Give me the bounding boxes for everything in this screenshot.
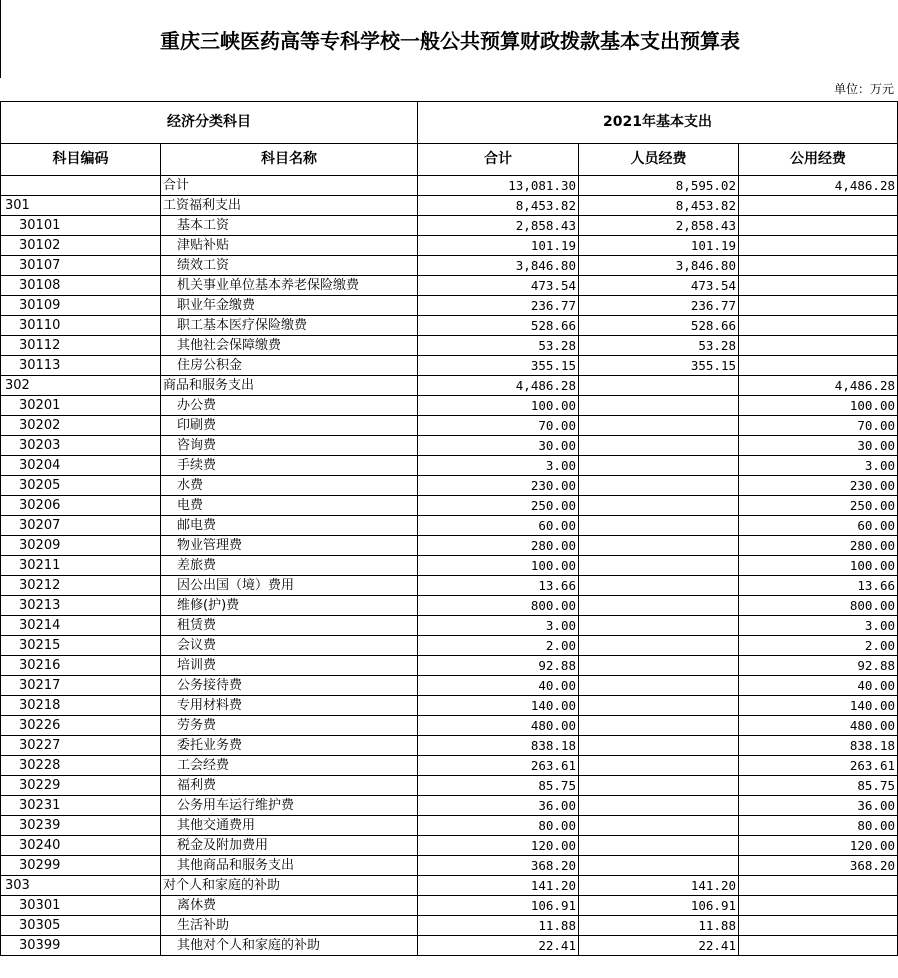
personnel-cell — [579, 436, 739, 456]
table-row — [1, 556, 898, 576]
public-cell: 4,486.28 — [739, 376, 898, 396]
table-row — [1, 336, 898, 356]
total-cell: 100.00 — [418, 396, 579, 416]
public-cell: 100.00 — [739, 396, 898, 416]
public-cell: 40.00 — [739, 676, 898, 696]
budget-table — [0, 101, 898, 956]
personnel-cell — [579, 536, 739, 556]
personnel-cell — [579, 856, 739, 876]
name-cell: 工会经费 — [161, 756, 418, 776]
name-cell: 公务用车运行维护费 — [161, 796, 418, 816]
name-cell: 会议费 — [161, 636, 418, 656]
name-cell: 其他交通费用 — [161, 816, 418, 836]
total-cell: 2.00 — [418, 636, 579, 656]
table-row — [1, 696, 898, 716]
table-row — [1, 496, 898, 516]
name-cell: 机关事业单位基本养老保险缴费 — [161, 276, 418, 296]
name-cell: 维修(护)费 — [161, 596, 418, 616]
table-row — [1, 736, 898, 756]
public-cell — [739, 296, 898, 316]
name-cell: 住房公积金 — [161, 356, 418, 376]
personnel-cell — [579, 776, 739, 796]
personnel-header: 人员经费 — [579, 144, 739, 176]
name-cell: 其他对个人和家庭的补助 — [161, 936, 418, 956]
total-cell: 250.00 — [418, 496, 579, 516]
code-cell: 30214 — [1, 616, 161, 636]
total-cell: 106.91 — [418, 896, 579, 916]
personnel-cell: 2,858.43 — [579, 216, 739, 236]
table-row — [1, 796, 898, 816]
name-header: 科目名称 — [161, 144, 418, 176]
name-cell: 印刷费 — [161, 416, 418, 436]
code-cell: 30209 — [1, 536, 161, 556]
table-row — [1, 596, 898, 616]
personnel-cell — [579, 376, 739, 396]
public-header: 公用经费 — [739, 144, 898, 176]
public-cell — [739, 876, 898, 896]
public-cell: 3.00 — [739, 616, 898, 636]
code-cell: 30216 — [1, 656, 161, 676]
public-cell — [739, 896, 898, 916]
personnel-cell: 53.28 — [579, 336, 739, 356]
total-cell: 3.00 — [418, 456, 579, 476]
code-cell: 30108 — [1, 276, 161, 296]
name-cell: 职工基本医疗保险缴费 — [161, 316, 418, 336]
public-cell: 80.00 — [739, 816, 898, 836]
code-cell: 30213 — [1, 596, 161, 616]
total-cell: 85.75 — [418, 776, 579, 796]
name-cell: 离休费 — [161, 896, 418, 916]
code-cell: 30229 — [1, 776, 161, 796]
public-cell: 100.00 — [739, 556, 898, 576]
name-cell: 公务接待费 — [161, 676, 418, 696]
table-row — [1, 936, 898, 956]
table-row — [1, 836, 898, 856]
personnel-cell — [579, 676, 739, 696]
table-row — [1, 636, 898, 656]
table-row — [1, 176, 898, 196]
name-cell: 租赁费 — [161, 616, 418, 636]
table-row — [1, 876, 898, 896]
code-cell: 30305 — [1, 916, 161, 936]
table-row — [1, 356, 898, 376]
personnel-cell — [579, 756, 739, 776]
total-cell: 3.00 — [418, 616, 579, 636]
basic-expense-header: 2021年基本支出 — [418, 102, 898, 144]
name-cell: 因公出国（境）费用 — [161, 576, 418, 596]
total-cell: 60.00 — [418, 516, 579, 536]
personnel-cell — [579, 396, 739, 416]
total-cell: 230.00 — [418, 476, 579, 496]
table-row — [1, 416, 898, 436]
code-cell: 30107 — [1, 256, 161, 276]
public-cell — [739, 236, 898, 256]
code-cell: 302 — [1, 376, 161, 396]
personnel-cell — [579, 716, 739, 736]
personnel-cell — [579, 796, 739, 816]
total-header: 合计 — [418, 144, 579, 176]
total-cell: 528.66 — [418, 316, 579, 336]
table-row — [1, 616, 898, 636]
table-row — [1, 476, 898, 496]
name-cell: 培训费 — [161, 656, 418, 676]
total-cell: 120.00 — [418, 836, 579, 856]
personnel-cell — [579, 656, 739, 676]
total-cell: 70.00 — [418, 416, 579, 436]
code-cell: 30217 — [1, 676, 161, 696]
public-cell — [739, 216, 898, 236]
table-row — [1, 256, 898, 276]
personnel-cell: 8,595.02 — [579, 176, 739, 196]
code-cell: 30205 — [1, 476, 161, 496]
total-cell: 30.00 — [418, 436, 579, 456]
public-cell: 4,486.28 — [739, 176, 898, 196]
table-row — [1, 396, 898, 416]
personnel-cell: 473.54 — [579, 276, 739, 296]
code-cell: 30227 — [1, 736, 161, 756]
personnel-cell: 22.41 — [579, 936, 739, 956]
total-cell: 140.00 — [418, 696, 579, 716]
name-cell: 委托业务费 — [161, 736, 418, 756]
code-cell — [1, 176, 161, 196]
public-cell: 13.66 — [739, 576, 898, 596]
name-cell: 税金及附加费用 — [161, 836, 418, 856]
table-row — [1, 376, 898, 396]
total-cell: 13,081.30 — [418, 176, 579, 196]
public-cell: 230.00 — [739, 476, 898, 496]
personnel-cell — [579, 576, 739, 596]
personnel-cell: 106.91 — [579, 896, 739, 916]
total-cell: 36.00 — [418, 796, 579, 816]
public-cell: 60.00 — [739, 516, 898, 536]
code-cell: 30215 — [1, 636, 161, 656]
public-cell: 2.00 — [739, 636, 898, 656]
public-cell: 263.61 — [739, 756, 898, 776]
public-cell — [739, 936, 898, 956]
total-cell: 4,486.28 — [418, 376, 579, 396]
public-cell — [739, 276, 898, 296]
personnel-cell: 101.19 — [579, 236, 739, 256]
code-cell: 30240 — [1, 836, 161, 856]
name-cell: 生活补助 — [161, 916, 418, 936]
total-cell: 280.00 — [418, 536, 579, 556]
table-row — [1, 856, 898, 876]
code-cell: 30399 — [1, 936, 161, 956]
personnel-cell: 141.20 — [579, 876, 739, 896]
table-row — [1, 196, 898, 216]
table-row — [1, 676, 898, 696]
table-row — [1, 296, 898, 316]
code-cell: 30203 — [1, 436, 161, 456]
code-cell: 301 — [1, 196, 161, 216]
total-cell: 92.88 — [418, 656, 579, 676]
header-row-1 — [1, 102, 898, 144]
name-cell: 工资福利支出 — [161, 196, 418, 216]
table-row — [1, 916, 898, 936]
name-cell: 绩效工资 — [161, 256, 418, 276]
personnel-cell — [579, 616, 739, 636]
personnel-cell — [579, 496, 739, 516]
code-cell: 30113 — [1, 356, 161, 376]
total-cell: 40.00 — [418, 676, 579, 696]
total-cell: 100.00 — [418, 556, 579, 576]
personnel-cell — [579, 476, 739, 496]
code-cell: 30211 — [1, 556, 161, 576]
code-cell: 30109 — [1, 296, 161, 316]
table-row — [1, 656, 898, 676]
total-cell: 141.20 — [418, 876, 579, 896]
total-cell: 11.88 — [418, 916, 579, 936]
total-cell: 368.20 — [418, 856, 579, 876]
code-cell: 30102 — [1, 236, 161, 256]
name-cell: 合计 — [161, 176, 418, 196]
name-cell: 手续费 — [161, 456, 418, 476]
personnel-cell: 3,846.80 — [579, 256, 739, 276]
public-cell — [739, 916, 898, 936]
public-cell — [739, 196, 898, 216]
name-cell: 基本工资 — [161, 216, 418, 236]
code-cell: 30228 — [1, 756, 161, 776]
personnel-cell — [579, 816, 739, 836]
public-cell — [739, 316, 898, 336]
code-cell: 30231 — [1, 796, 161, 816]
name-cell: 劳务费 — [161, 716, 418, 736]
name-cell: 邮电费 — [161, 516, 418, 536]
total-cell: 22.41 — [418, 936, 579, 956]
personnel-cell — [579, 696, 739, 716]
code-cell: 30110 — [1, 316, 161, 336]
personnel-cell: 355.15 — [579, 356, 739, 376]
total-cell: 13.66 — [418, 576, 579, 596]
table-row — [1, 316, 898, 336]
public-cell: 838.18 — [739, 736, 898, 756]
name-cell: 其他商品和服务支出 — [161, 856, 418, 876]
total-cell: 53.28 — [418, 336, 579, 356]
total-cell: 838.18 — [418, 736, 579, 756]
name-cell: 办公费 — [161, 396, 418, 416]
name-cell: 津贴补贴 — [161, 236, 418, 256]
public-cell: 92.88 — [739, 656, 898, 676]
code-cell: 30101 — [1, 216, 161, 236]
public-cell: 368.20 — [739, 856, 898, 876]
unit-label: 单位：万元 — [833, 82, 894, 96]
total-cell: 8,453.82 — [418, 196, 579, 216]
code-cell: 30202 — [1, 416, 161, 436]
code-cell: 30112 — [1, 336, 161, 356]
personnel-cell — [579, 836, 739, 856]
name-cell: 咨询费 — [161, 436, 418, 456]
personnel-cell — [579, 456, 739, 476]
public-cell: 30.00 — [739, 436, 898, 456]
total-cell: 101.19 — [418, 236, 579, 256]
table-row — [1, 436, 898, 456]
total-cell: 355.15 — [418, 356, 579, 376]
personnel-cell — [579, 516, 739, 536]
code-cell: 30218 — [1, 696, 161, 716]
public-cell: 120.00 — [739, 836, 898, 856]
name-cell: 职业年金缴费 — [161, 296, 418, 316]
table-row — [1, 516, 898, 536]
public-cell — [739, 336, 898, 356]
name-cell: 其他社会保障缴费 — [161, 336, 418, 356]
personnel-cell: 11.88 — [579, 916, 739, 936]
personnel-cell — [579, 556, 739, 576]
personnel-cell — [579, 416, 739, 436]
table-row — [1, 456, 898, 476]
total-cell: 3,846.80 — [418, 256, 579, 276]
public-cell: 3.00 — [739, 456, 898, 476]
total-cell: 263.61 — [418, 756, 579, 776]
table-row — [1, 236, 898, 256]
public-cell — [739, 256, 898, 276]
table-row — [1, 276, 898, 296]
page-title: 重庆三峡医药高等专科学校一般公共预算财政拨款基本支出预算表 — [0, 0, 898, 78]
total-cell: 236.77 — [418, 296, 579, 316]
total-cell: 480.00 — [418, 716, 579, 736]
name-cell: 对个人和家庭的补助 — [161, 876, 418, 896]
code-cell: 30207 — [1, 516, 161, 536]
public-cell: 140.00 — [739, 696, 898, 716]
name-cell: 电费 — [161, 496, 418, 516]
table-row — [1, 896, 898, 916]
public-cell — [739, 356, 898, 376]
table-row — [1, 776, 898, 796]
personnel-cell — [579, 636, 739, 656]
code-cell: 30204 — [1, 456, 161, 476]
public-cell: 800.00 — [739, 596, 898, 616]
public-cell: 480.00 — [739, 716, 898, 736]
personnel-cell — [579, 736, 739, 756]
total-cell: 80.00 — [418, 816, 579, 836]
table-row — [1, 536, 898, 556]
table-row — [1, 576, 898, 596]
total-cell: 473.54 — [418, 276, 579, 296]
public-cell: 70.00 — [739, 416, 898, 436]
public-cell: 36.00 — [739, 796, 898, 816]
code-cell: 30206 — [1, 496, 161, 516]
personnel-cell — [579, 596, 739, 616]
personnel-cell: 528.66 — [579, 316, 739, 336]
table-row — [1, 816, 898, 836]
name-cell: 专用材料费 — [161, 696, 418, 716]
total-cell: 2,858.43 — [418, 216, 579, 236]
code-cell: 30239 — [1, 816, 161, 836]
name-cell: 物业管理费 — [161, 536, 418, 556]
table-row — [1, 716, 898, 736]
table-row — [1, 216, 898, 236]
code-cell: 30299 — [1, 856, 161, 876]
code-cell: 30226 — [1, 716, 161, 736]
code-header: 科目编码 — [1, 144, 161, 176]
code-cell: 30201 — [1, 396, 161, 416]
name-cell: 福利费 — [161, 776, 418, 796]
name-cell: 商品和服务支出 — [161, 376, 418, 396]
code-cell: 303 — [1, 876, 161, 896]
public-cell: 250.00 — [739, 496, 898, 516]
econ-category-header: 经济分类科目 — [1, 102, 418, 144]
public-cell: 85.75 — [739, 776, 898, 796]
total-cell: 800.00 — [418, 596, 579, 616]
table-row — [1, 756, 898, 776]
code-cell: 30301 — [1, 896, 161, 916]
personnel-cell: 8,453.82 — [579, 196, 739, 216]
name-cell: 水费 — [161, 476, 418, 496]
personnel-cell: 236.77 — [579, 296, 739, 316]
name-cell: 差旅费 — [161, 556, 418, 576]
public-cell: 280.00 — [739, 536, 898, 556]
header-row-2 — [1, 144, 898, 176]
code-cell: 30212 — [1, 576, 161, 596]
